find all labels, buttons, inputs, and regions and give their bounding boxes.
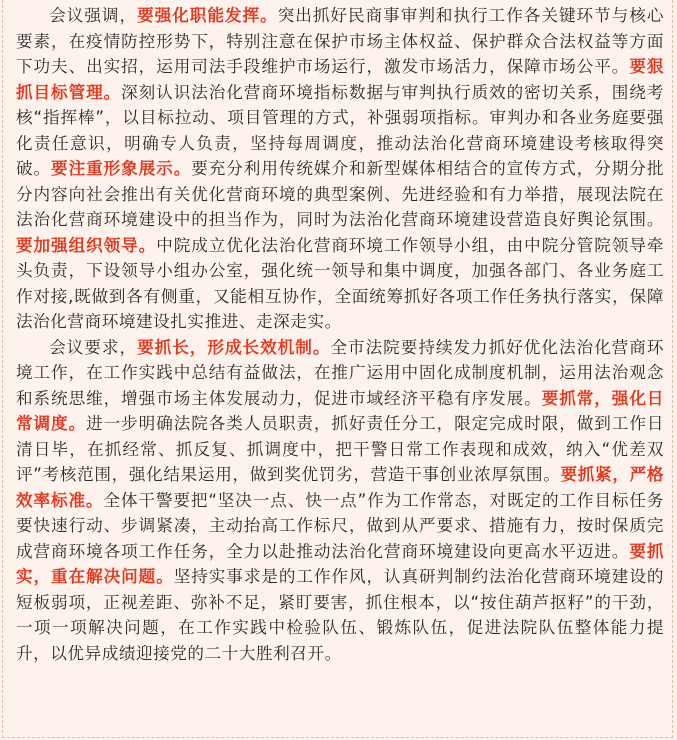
paragraph-1-segment-7: 要充分利用传统媒介和新型媒体相结合的宣传方式，分期分批分内容向社会推出有关优化营商环境的典型案例、先进经验和有力举措，展现法院在法治化营商环境建设中的担当作为，同时为法治化营商环境建设营造良好舆论氛围。	[16, 159, 664, 229]
paragraph-meeting-requirements	[16, 335, 664, 667]
heading-daily-scheduling: 要抓常，强化日常调度。	[16, 388, 664, 433]
paragraph-meeting-emphasis	[16, 3, 664, 335]
paragraph-2-segment-5: 进一步明确法院各类人员职责，抓好责任分工，限定完成时限，做到工作日清日毕，在抓经常、抓反复、抓调度中，把干警日常工作表现和成效，纳入“优差双评”考核范围，强化结果运用，做到奖优罚劣，营造干事创业浓厚氛围。	[16, 414, 664, 484]
heading-organizational-leadership: 要加强组织领导。	[16, 235, 157, 255]
paragraph-1-segment-3: 突出抓好民商事审判和执行工作各关键环节与核心要素，在疫情防控形势下，特别注意在保护市场主体权益、保护群众合法权益等方面下功夫、出实招，运用司法手段维护市场运行，激发市场活力，保障市场公平。	[16, 6, 664, 76]
paragraph-2-segment-3: 全市法院要持续发力抓好优化法治化营商环境工作，在工作实践中总结有益做法，在推广运用中固化成制度机制，运用法治观念和系统思维，增强市场主体发展动力，促进市域经济平稳有序发展。	[16, 337, 664, 408]
paragraph-2-segment-9: 坚持实事求是的工作作风，认真研判制约法治化营商环境建设的短板弱项，正视差距、弥补不足，紧盯要害，抓住根本，以“按住葫芦抠籽”的干劲，一项一项解决问题，在工作实践中检验队伍、锻炼队伍，促进法院队伍整体能力提升，以优异成绩迎接党的二十大胜利召开。	[16, 567, 664, 663]
paragraph-2-segment-1: 会议要求，	[49, 337, 138, 357]
paragraph-1-segment-5: 深刻认识法治化营商环境指标数据与审判执行质效的密切关系，围绕考核“指挥棒”，以目标拉动、项目管理的方式，补强弱项指标。审判办和各业务庭要强化责任意识，明确专人负责，坚持每周调度，推动法治化营商环境建设考核取得突破。	[16, 82, 664, 178]
heading-efficiency-standards: 要抓紧，严格效率标准。	[16, 465, 664, 510]
paragraph-2-segment-7: 全体干警要把“坚决一点、快一点”作为工作常态，对既定的工作目标任务要快速行动、步调紧凑，主动抬高工作标尺，做到从严要求、措施有力，按时保质完成营商环境各项工作任务，全力以赴推动法治化营商环境建设向更高水平迈进。	[16, 490, 665, 561]
heading-solve-problems: 要抓实，重在解决问题。	[16, 541, 664, 586]
heading-target-management: 要狠抓目标管理。	[16, 57, 664, 102]
article-body	[16, 3, 664, 666]
heading-image-display: 要注重形象展示。	[51, 159, 192, 178]
paragraph-1-segment-9: 中院成立优化法治化营商环境工作领导小组，由中院分管院领导牵头负责，下设领导小组办公室，强化统一领导和集中调度，加强各部门、各业务庭工作对接,既做到各有侧重，又能相互协作，全面统筹抓好各项工作任务执行落实，保障法治化营商环境建设扎实推进、走深走实。	[16, 235, 664, 331]
heading-strengthen-functions: 要强化职能发挥。	[137, 6, 278, 25]
paragraph-1-segment-1: 会议强调，	[49, 6, 138, 25]
heading-long-term-mechanism: 要抓长，形成长效机制。	[137, 337, 331, 357]
